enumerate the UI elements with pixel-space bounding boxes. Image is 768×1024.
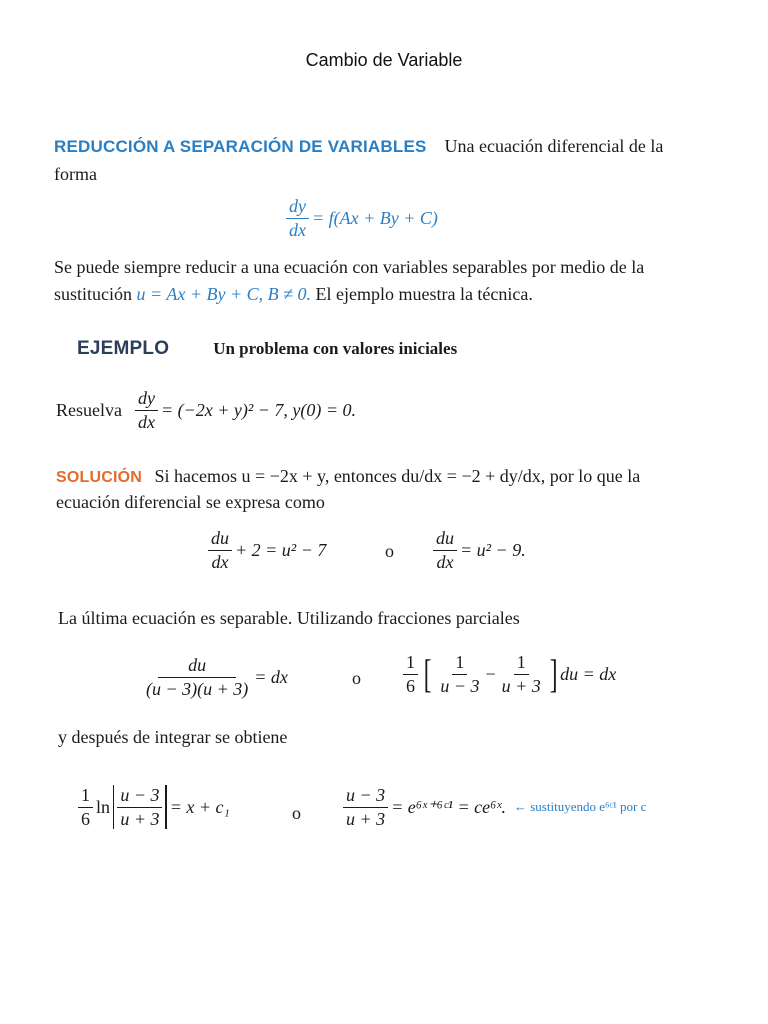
- solution-line-2: ecuación diferencial se expresa como: [56, 492, 325, 512]
- paragraph-1: Se puede siempre reducir a una ecuación con variables separables por medio de la: [54, 257, 645, 277]
- solution-line-1: SOLUCIÓN Si hacemos u = −2x + y, entonces du/dx = −2 + dy/dx, por lo que la: [56, 466, 641, 486]
- section-heading: REDUCCIÓN A SEPARACIÓN DE VARIABLES: [54, 137, 427, 156]
- section-intro-2: forma: [54, 164, 97, 184]
- abs-bar-left: [113, 785, 114, 829]
- equation-du-2: $\frac{du}{dx}$ = u² − 9.: [430, 528, 526, 572]
- dy-dx-fraction: $\frac{dy}{dx}$: [286, 196, 309, 240]
- example-label: EJEMPLO: [77, 338, 170, 359]
- section-heading-line: [54, 136, 663, 157]
- paragraph-2: sustitución u = Ax + By + C, B ≠ 0. El ejemplo muestra la técnica.: [54, 284, 533, 304]
- substitution: u = Ax + By + C, B ≠ 0.: [136, 284, 311, 304]
- left-bracket: [: [423, 651, 432, 697]
- general-equation: [283, 196, 438, 240]
- example-header: [77, 338, 457, 360]
- ode-fraction: $\frac{dy}{dx}$: [135, 388, 158, 432]
- page-title: Cambio de Variable: [305, 50, 463, 70]
- or-text-1: o: [385, 541, 394, 561]
- equation-partial-1: $\frac{du}{(u - 3)(u + 3)}$ = dx: [146, 655, 288, 699]
- equation-integrated-2: $\frac{u - 3}{u + 3}$ = e⁶ˣ⁺⁶ᶜ¹ = ce⁶ˣ. ← sustituyendo e⁶ᶜ¹ por c: [340, 785, 646, 829]
- section-intro: Una ecuación diferencial de la: [444, 136, 664, 156]
- ode-equation: [56, 388, 356, 432]
- margin-note: ← sustituyendo e⁶ᶜ¹ por c: [513, 799, 647, 815]
- ode-rhs: = (−2x + y)² − 7, y(0) = 0.: [160, 399, 357, 420]
- right-bracket: ]: [549, 651, 558, 697]
- solution-label: SOLUCIÓN: [56, 469, 143, 486]
- example-title: Un problema con valores iniciales: [213, 339, 458, 358]
- equation-integrated-1: $\frac{1}{6}$ ln $\frac{u - 3}{u + 3}$ = x + c₁: [75, 785, 230, 829]
- or-text-2: o: [352, 668, 361, 688]
- or-text-3: o: [292, 803, 301, 823]
- general-equation-rhs: = f(Ax + By + C): [312, 207, 438, 228]
- paragraph-3: La última ecuación es separable. Utilizando fracciones parciales: [58, 608, 520, 628]
- paragraph-4: y después de integrar se obtiene: [58, 727, 288, 747]
- equation-partial-2: $\frac{1}{6}$ [ $\frac{1}{u - 3}$ − $\frac{1}{u + 3}$ ] du = dx: [400, 652, 616, 696]
- resuelva-text: Resuelva: [56, 399, 122, 420]
- abs-bar-right: [165, 785, 166, 829]
- equation-du-1: $\frac{du}{dx}$ + 2 = u² − 7: [205, 528, 326, 572]
